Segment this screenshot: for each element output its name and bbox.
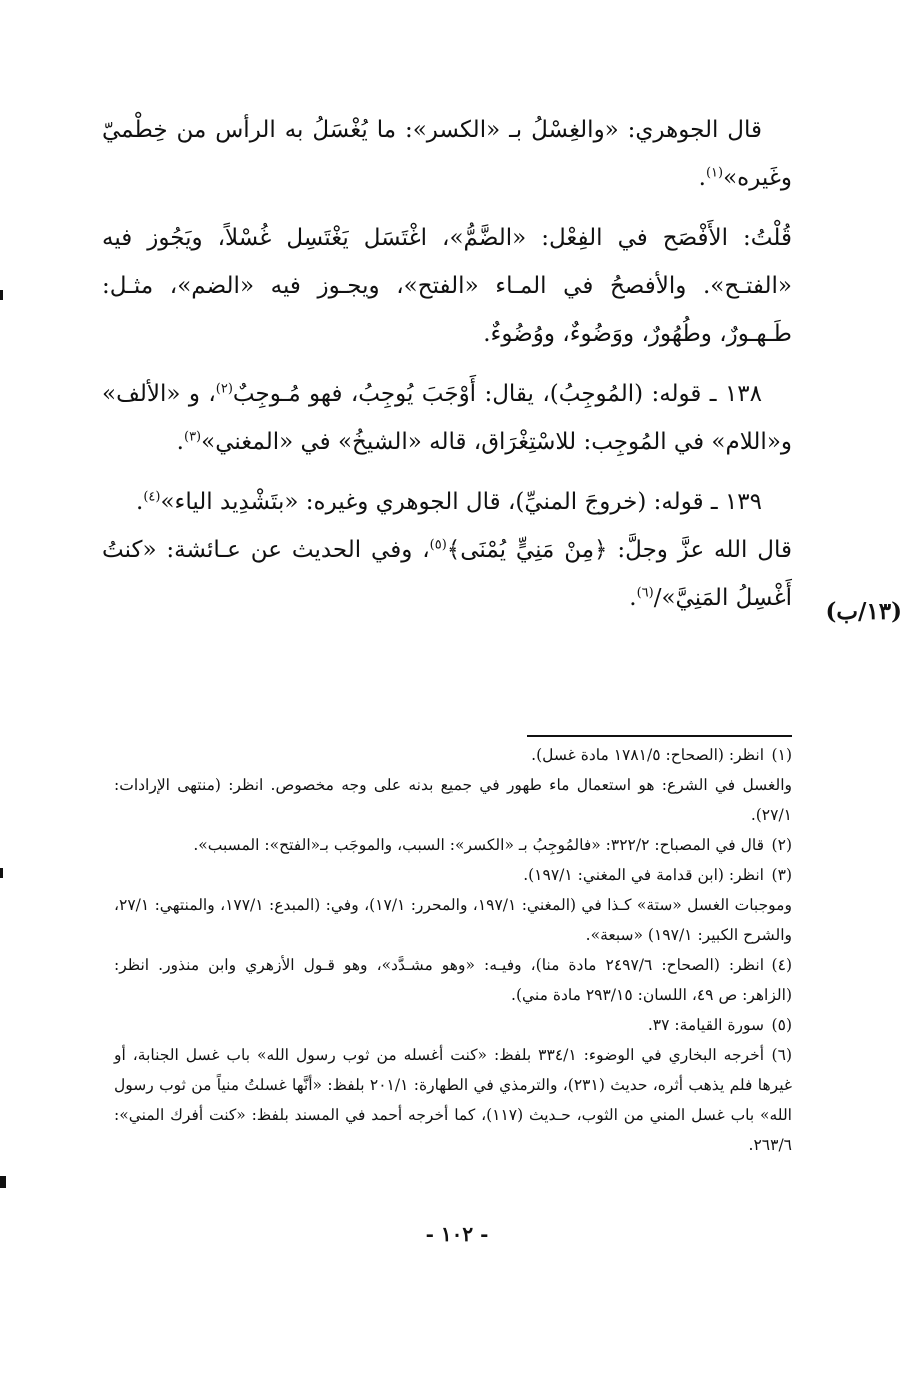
footnote-text: سورة القيامة: ٣٧. (647, 1016, 764, 1034)
footnote-number: (٤) (771, 956, 792, 974)
paragraph-4 (102, 478, 792, 526)
footnote-3-continued (114, 890, 792, 950)
paragraph-3 (102, 370, 792, 466)
footnote-text: انظر: (ابن قدامة في المغني: ١٩٧/١). (523, 866, 764, 884)
footnote-number: (٥) (771, 1016, 792, 1034)
footnote-text: أخرجه البخاري في الوضوء: ٣٣٤/١ بلفظ: «كنت أغسله من ثوب رسول الله» باب غسل الجنابة، أو غيرها فلم يذهب أثره، حديث (٢٣١)، والترمذي في الطهارة: ٢٠١/١ بلفظ: «أنَّها غسلتُ منياً من ثوب رسول الله» باب غسل المني من الثوب، حـديث (١١٧)، كما أخرجه أحمد في المسند بلفظ: «كنت أفرك المني»: ٢٦٣/٦. (114, 1046, 792, 1154)
footnote-text: قال في المصباح: ٣٢٢/٢: «فالمُوجِبُ بـ «الكسر»: السبب، والموجَب بـ«الفتح»: المسبب». (193, 836, 764, 854)
paragraph-5-text: قال الله عزَّ وجلَّ: ﴿مِنْ مَنِيٍّ يُمْنَى﴾ (446, 537, 792, 563)
footnote-text: انظر: (الصحاح: ٢٤٩٧/٦ مادة منا)، وفيـه: «وهو مشـدَّد»، وهو قـول الأزهري وابن منذور. انظر: (الزاهر: ص ٤٩، اللسان: ٢٩٣/١٥ مادة مني). (114, 956, 792, 1004)
footnote-ref-6: (٦) (636, 585, 654, 601)
footnote-ref-4: (٤) (143, 489, 161, 505)
footnote-ref-2: (٢) (215, 381, 233, 397)
footnote-ref-1: (١) (705, 165, 724, 181)
footnote-4 (114, 950, 792, 1010)
paragraph-3-mid: ، و «الألف» و«اللام» في المُوجِب: للاسْتِغْرَاق، قاله «الشيخُ» في «المغني» (102, 381, 792, 455)
paragraph-1-end: . (698, 165, 706, 191)
paragraph-1-text: قال الجوهري: «والغِسْلُ بـ «الكسر»: ما يُغْسَلُ به الرأس من خِطْميّ وغَيره» (102, 117, 792, 191)
footnote-ref-3: (٣) (183, 429, 202, 445)
footnote-number: (٦) (771, 1046, 792, 1064)
footnote-6 (114, 1040, 792, 1160)
footnote-number: (٣) (771, 866, 792, 884)
paragraph-5-end: . (629, 585, 637, 611)
footnote-number: (١) (771, 746, 792, 764)
paragraph-3-text: ١٣٨ ـ قوله: (المُوجِبُ)، يقال: أَوْجَبَ يُوجِبُ، فهو مُـوجِبٌ (232, 381, 762, 407)
scan-edge-mark-top (0, 290, 3, 300)
main-text (102, 106, 792, 622)
scan-edge-mark-middle (0, 868, 3, 878)
footnote-ref-5: (٥) (429, 537, 447, 553)
footnote-separator (527, 735, 792, 737)
paragraph-4-text: ١٣٩ ـ قوله: (خروجَ المنيِّ)، قال الجوهري وغيره: «بتَشْدِيد الياء» (160, 489, 762, 515)
footnote-text: والغسل في الشرع: هو استعمال ماء طهور في جميع بدنه على وجه مخصوص. انظر: (منتهى الإرادات: ٢٧/١). (114, 776, 792, 824)
paragraph-5-mid: ، وفي الحديث عن عـائشة: «كنتُ أَغْسِلُ المَنِيَّ»/ (102, 537, 792, 611)
paragraph-3-end: . (176, 429, 184, 455)
paragraph-2 (102, 214, 792, 358)
footnote-text: انظر: (الصحاح: ١٧٨١/٥ مادة غسل). (531, 746, 764, 764)
footnote-3 (114, 860, 792, 890)
footnote-number: (٢) (771, 836, 792, 854)
paragraph-1 (102, 106, 792, 202)
footnote-text: وموجبات الغسل «ستة» كـذا في (المغني: ١٩٧/١، والمحرر: ١٧/١)، وفي: (المبدع: ١٧٧/١، والمنتهي: ٢٧/١، والشرح الكبير: ١٩٧/١) «سبعة». (114, 896, 792, 944)
paragraph-5 (102, 526, 792, 622)
page-number: - ١٠٢ - (425, 1222, 489, 1246)
paragraph-2-text: قُلْتُ: الأَفْصَح في الفِعْل: «الضَّمُّ»، اغْتَسَل يَغْتَسِل غُسْلاً، ويَجُوز فيه «الفتـح». والأفصحُ في المـاء «الفتح»، ويجـوز فيه «الضم»، مثـل: طَـهـورٌ، وطُهُورٌ، ووَضُوءٌ، ووُضُوءٌ. (102, 225, 792, 347)
footnote-1-continued (114, 770, 792, 830)
folio-margin-marker: (١٣/ب) (825, 598, 902, 625)
footnote-2 (114, 830, 792, 860)
footnote-5 (114, 1010, 792, 1040)
footnote-1 (114, 740, 792, 770)
paragraph-4-end: . (136, 489, 144, 515)
scan-edge-mark-bottom (0, 1176, 6, 1188)
footnotes (114, 740, 792, 1160)
